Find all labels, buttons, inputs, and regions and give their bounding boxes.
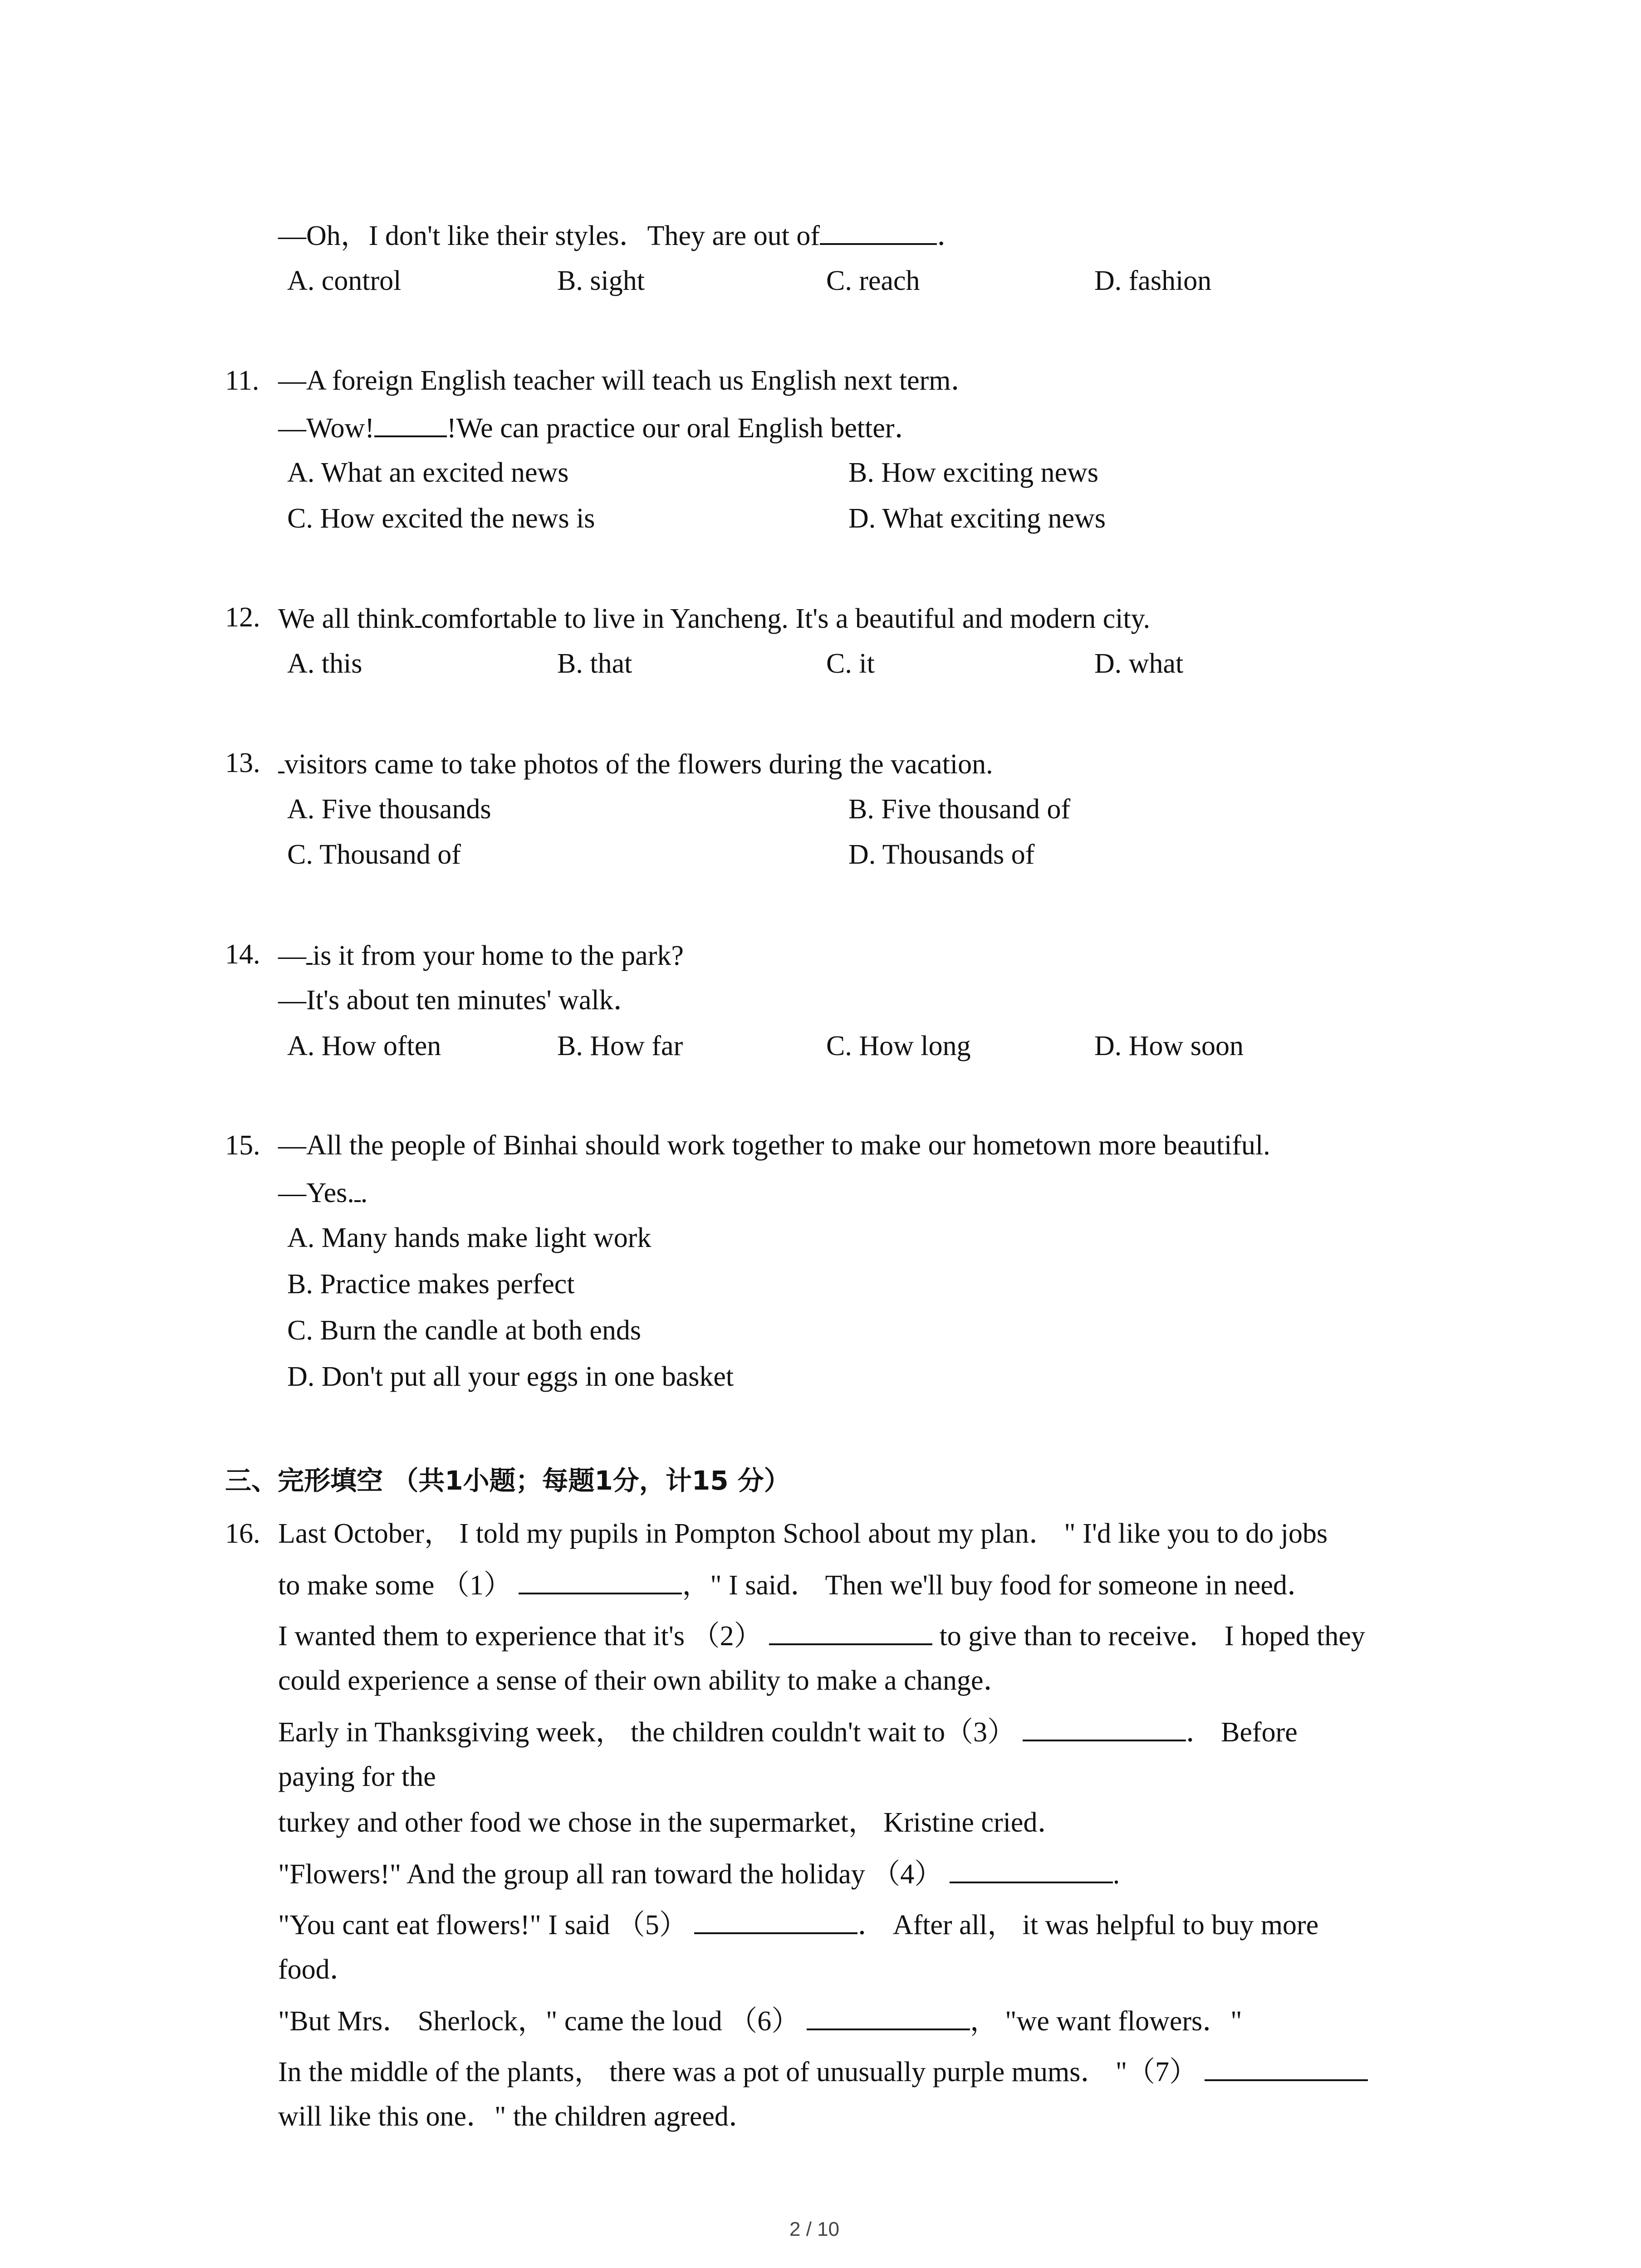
q16-line-8-post: . [1112,1859,1120,1890]
q14-option-b: B. How far [557,1031,683,1061]
q13-blank [278,745,284,773]
q13-option-d: D. Thousands of [848,839,1035,870]
q13-option-c: C. Thousand of [287,839,461,870]
q15-option-c: C. Burn the candle at both ends [287,1315,641,1346]
section-3-heading: 三、完形填空 （共1小题；每题1分，计15 分） [225,1465,790,1496]
q11-blank [374,409,447,437]
q11-line1: —A foreign English teacher will teach us English next term． [278,365,979,396]
q16-line-4: could experience a sense of their own ability to make a change． [278,1665,1012,1696]
q14-option-a: A. How often [287,1031,441,1061]
q16-line-11-pre: "But Mrs． Sherlock，" came the loud （6） [278,2006,800,2037]
q11-option-a: A. What an excited news [287,457,569,488]
q16-line-1: Last October， I told my pupils in Pompton School about my plan． " I'd like you to do jobs [278,1518,1328,1549]
q12-option-b: B. that [557,648,632,679]
q16-line-2 [278,1566,1315,1603]
q12-option-c: C. it [826,648,875,679]
q16-line-12 [278,2053,1368,2090]
q12-line-pre: We all think [278,603,415,634]
q16-line-3-pre: I wanted them to experience that it's （2） [278,1621,762,1652]
q11-line2-pre: —Wow! [278,413,374,444]
q16-line-13: will like this one．" the children agreed． [278,2101,757,2132]
q16-line-3 [278,1617,1365,1654]
q14-option-d: D. How soon [1094,1031,1244,1061]
q15-line2 [278,1174,367,1211]
q16-line-5-pre: Early in Thanksgiving week， the children couldn't wait to（3） [278,1717,1016,1748]
q16-blank-7 [1205,2053,1368,2081]
q16-blank-6 [807,2002,970,2030]
q16-blank-5 [694,1906,857,1934]
q10-blank [820,217,937,245]
q16-line-3-post: to give than to receive． I hoped they [939,1621,1365,1652]
q15-option-b: B. Practice makes perfect [287,1269,575,1300]
q16-line-7: turkey and other food we chose in the supermarket， Kristine cried． [278,1807,1066,1838]
q16-line-5-post: ． Before [1185,1717,1298,1748]
q16-line-11-post: ， "we want flowers．" [970,2006,1242,2037]
q11-option-b: B. How exciting news [848,457,1099,488]
q13-number: 13. [225,748,260,778]
q16-line-9-pre: "You cant eat flowers!" I said （5） [278,1910,687,1941]
q16-line-2-pre: to make some （1） [278,1570,512,1601]
q15-option-a: A. Many hands make light work [287,1222,652,1253]
q10-option-d: D. fashion [1094,265,1212,296]
q14-line2: —It's about ten minutes' walk． [278,985,642,1016]
q11-line2-post: !We can practice our oral English better． [446,413,923,444]
q12-option-a: A. this [287,648,362,679]
q14-line1-pre: — [278,940,306,971]
q12-line [278,600,1150,636]
q10-text: —Oh，I don't like their styles．They are out of [278,220,820,251]
q16-blank-3 [1023,1713,1186,1741]
q14-option-c: C. How long [826,1031,971,1061]
q14-line1-post: is it from your home to the park? [313,940,684,971]
q12-blank [415,600,421,628]
q13-option-b: B. Five thousand of [848,794,1071,825]
q14-blank [306,937,313,965]
q15-option-d: D. Don't put all your eggs in one basket [287,1361,734,1392]
q10-option-a: A. control [287,265,402,296]
q15-line1: —All the people of Binhai should work together to make our hometown more beautiful. [278,1130,1270,1161]
q16-line-11 [278,2002,1242,2039]
q16-line-5 [278,1713,1298,1750]
q10-line [278,217,965,254]
q10-option-b: B. sight [557,265,645,296]
q16-line-2-post: ，" I said． Then we'll buy food for someone in need． [682,1570,1315,1601]
q15-blank [354,1174,361,1202]
q11-option-d: D. What exciting news [848,503,1106,534]
q15-line2-post: . [360,1178,368,1208]
q15-number: 15. [225,1130,260,1161]
q12-line-post: comfortable to live in Yancheng. It's a beautiful and modern city. [421,603,1151,634]
q15-line2-pre: —Yes. [278,1178,354,1208]
q14-line1 [278,937,684,973]
q16-line-8 [278,1855,1120,1892]
q16-blank-4 [950,1855,1113,1883]
q16-line-9 [278,1906,1318,1943]
page-number: 2 / 10 [789,2218,840,2240]
q11-line2 [278,409,923,446]
q16-line-12-pre: In the middle of the plants， there was a pot of unusually purple mums． "（7） [278,2057,1198,2087]
q13-text: visitors came to take photos of the flowers during the vacation. [284,749,993,780]
q12-number: 12. [225,602,260,633]
q10-option-c: C. reach [826,265,920,296]
q16-blank-1 [519,1566,682,1594]
q16-line-9-post: ． After all， it was helpful to buy more [857,1910,1319,1941]
q11-option-c: C. How excited the news is [287,503,595,534]
q12-option-d: D. what [1094,648,1184,679]
q11-number: 11. [225,365,260,396]
q14-number: 14. [225,939,260,970]
q10-end: ． [937,220,965,251]
q16-blank-2 [769,1617,932,1645]
q16-line-8-pre: "Flowers!" And the group all ran toward the holiday （4） [278,1859,943,1890]
q16-line-6: paying for the [278,1761,436,1792]
q13-option-a: A. Five thousands [287,794,491,825]
q16-line-10: food． [278,1954,358,1985]
q16-number: 16. [225,1518,260,1549]
q13-line [278,745,993,782]
